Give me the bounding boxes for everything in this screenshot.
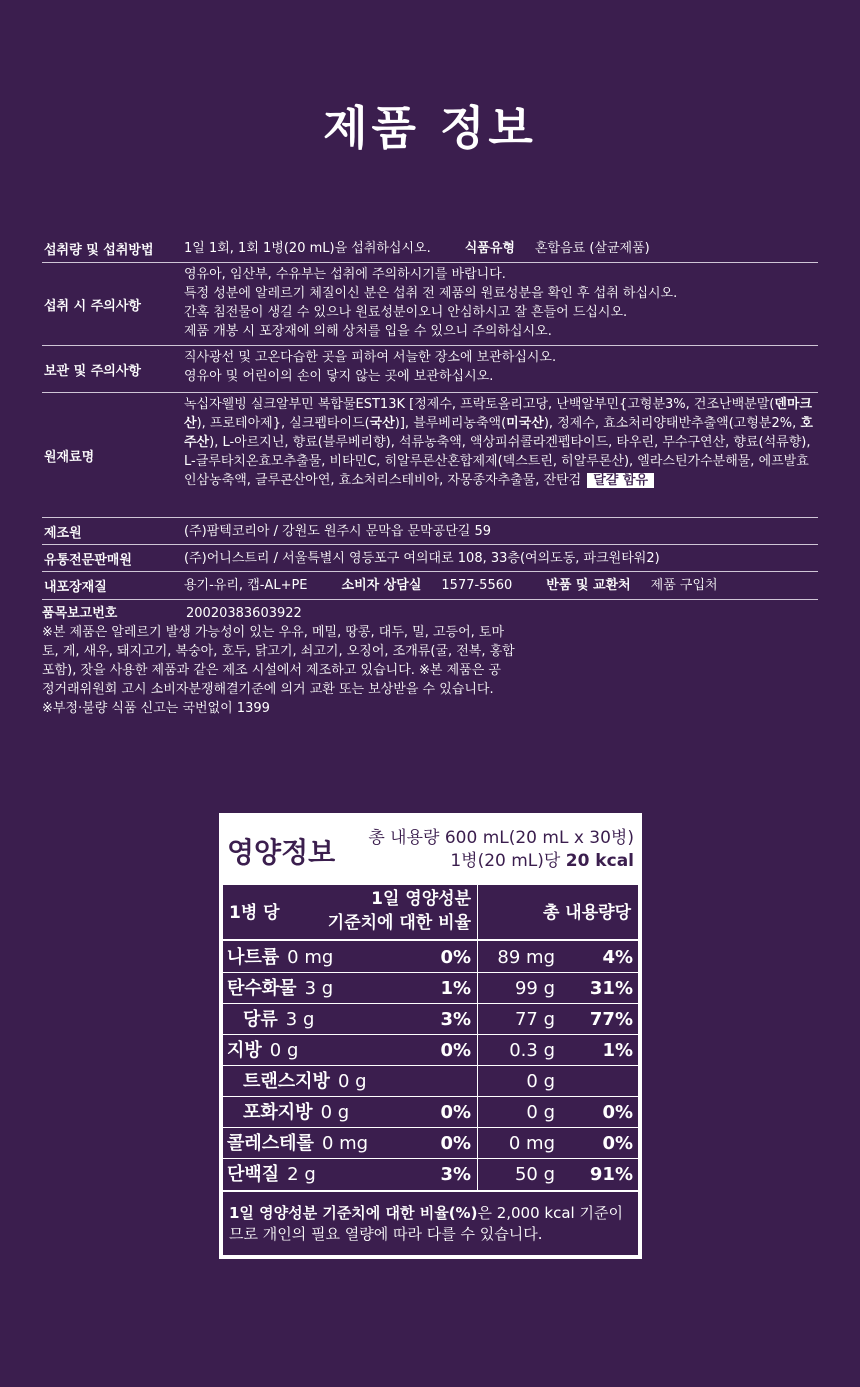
nutrient-percent	[383, 1065, 471, 1098]
origin-australia: 호주산	[184, 416, 813, 450]
consumer-label: 소비자 상담실	[341, 578, 422, 593]
nutrition-facts-panel	[219, 813, 642, 1259]
nutrient-name: 콜레스테롤	[227, 1133, 314, 1154]
head-ratio	[299, 887, 471, 935]
nutrient-percent: 0%	[440, 1040, 471, 1061]
caution-line: 간혹 침전물이 생길 수 있으나 원료성분이오니 안심하시고 잘 흔들어 드십시오.	[184, 305, 628, 320]
origin-usa: 미국산	[506, 416, 544, 431]
ingredients-part: ), 프로테아제}, 실크펩타이드(	[196, 416, 370, 431]
ingredients-part: )], 블루베리농축액(	[394, 416, 507, 431]
intake-row	[42, 235, 818, 263]
caution-line: 특정 성분에 알레르기 체질이신 분은 섭취 전 제품의 원료성분을 확인 후 섭취 하십시오.	[184, 286, 678, 301]
nutrient-total-percent: 0%	[602, 1133, 633, 1154]
footnote-rest: 은 2,000 kcal 기준이므로 개인의 필요 열량에 따라 다를 수 있습니다.	[229, 1204, 623, 1243]
food-type-value: 혼합음료 (살균제품)	[534, 241, 650, 256]
product-info-table	[42, 235, 818, 600]
nutrient-percent: 0%	[440, 947, 471, 968]
intake-label: 섭취량 및 섭취방법	[44, 243, 154, 258]
seller-label: 유통전문판매원	[44, 552, 132, 568]
nutrient-percent: 3%	[440, 1164, 471, 1185]
nutrient-total: 50 g	[514, 1164, 555, 1185]
nutrient-amount: 3 g	[304, 978, 334, 999]
nutrition-footnote	[229, 1203, 633, 1245]
nutrient-amount: 2 g	[287, 1164, 316, 1185]
nutrient-row	[227, 1158, 316, 1191]
head-ratio-line: 기준치에 대한 비율	[327, 913, 471, 933]
nutrition-total	[368, 827, 634, 873]
caution-label: 섭취 시 주의사항	[44, 298, 141, 314]
nutrient-total-percent: 91%	[589, 1164, 633, 1185]
ingredients-part: ), 정제수, 효소처리양태반추출액(고형분2%,	[543, 416, 801, 431]
intake-value: 1일 1회, 1회 1병(20 mL)을 섭취하십시오.	[184, 241, 431, 256]
nutrient-name: 포화지방	[243, 1102, 313, 1123]
nutrient-name: 당류	[243, 1009, 278, 1030]
nutrient-amount: 0 g	[269, 1040, 299, 1061]
origin-denmark: 덴마크산	[184, 397, 813, 431]
nutrient-amount: 0 mg	[287, 947, 334, 968]
nutrient-total: 77 g	[514, 1009, 555, 1030]
material-row	[42, 572, 818, 600]
maker-label: 제조원	[44, 525, 82, 541]
allergen-badge: 달걀 함유	[587, 473, 654, 488]
maker-row	[42, 518, 818, 545]
notice-line: ※본 제품은 알레르기 발생 가능성이 있는 우유, 메밀, 땅콩, 대두, 밀, 고등어, 토마	[42, 625, 505, 640]
nutrient-row	[243, 1096, 349, 1129]
nutrient-percent: 0%	[440, 1133, 471, 1154]
nutrient-percent: 3%	[440, 1009, 471, 1030]
nutrient-name: 탄수화물	[227, 978, 297, 999]
nutrient-total-percent: 1%	[602, 1040, 633, 1061]
head-ratio-line: 1일 영양성분	[371, 889, 471, 909]
storage-line: 직사광선 및 고온다습한 곳을 피하여 서늘한 장소에 보관하십시오.	[184, 350, 557, 365]
food-type-label: 식품유형	[464, 241, 515, 256]
nutrient-total-percent	[561, 1065, 633, 1098]
nutrition-table	[223, 885, 638, 1255]
caution-line: 영유아, 임산부, 수유부는 섭취에 주의하시기를 바랍니다.	[184, 267, 506, 282]
ingredients-part: ), L-아르지닌, 향료(블루베리향), 석류농축액, 액상피쉬콜라겐펩타이드, 타우린, 무수구연산, 향료(석류향), L-글루타치온효모추출물, 비타민C, 히알루론산혼합제제(덱스트린, 히알루론산), 엘라스틴가수분해물, 에프발효인삼농축액, 글루콘산아연, 효소처리스테비아, 자몽종자추출물, 잔탄검	[184, 435, 811, 488]
nutrient-row	[243, 1065, 367, 1098]
nutrient-total: 0.3 g	[509, 1040, 555, 1061]
nutrient-row	[227, 1127, 368, 1160]
nutrient-amount: 0 g	[320, 1102, 350, 1123]
nutrient-total: 99 g	[514, 978, 555, 999]
nutrient-percent: 0%	[440, 1102, 471, 1123]
head-per: 1병 당	[229, 903, 280, 923]
material-value: 용기-유리, 캡-AL+PE	[184, 578, 308, 593]
exchange-value: 제품 구입처	[650, 578, 718, 593]
nutrient-name: 나트륨	[227, 947, 280, 968]
page-title: 제품 정보	[323, 101, 537, 155]
exchange-label: 반품 및 교환처	[546, 578, 631, 593]
nutrient-total: 0 g	[526, 1102, 555, 1123]
report-value: 20020383603922	[186, 606, 302, 621]
storage-label: 보관 및 주의사항	[44, 363, 141, 379]
nutrient-name: 지방	[227, 1040, 262, 1061]
footnote-bold: 1일 영양성분 기준치에 대한 비율(%)	[229, 1204, 478, 1222]
nutrient-amount: 3 g	[285, 1009, 315, 1030]
per-bottle: 1병(20 mL)당	[450, 851, 566, 871]
maker-value: (주)팜텍코리아 / 강원도 원주시 문막읍 문막공단길 59	[184, 523, 492, 539]
notice-line: 토, 게, 새우, 돼지고기, 복숭아, 호두, 닭고기, 쇠고기, 오징어, 조개류(굴, 전복, 홍합	[42, 644, 515, 659]
nutrient-total: 0 mg	[508, 1133, 555, 1154]
nutrition-title: 영양정보	[227, 836, 336, 869]
notice-line: ※부정·불량 식품 신고는 국번없이 1399	[42, 701, 270, 716]
storage-row	[42, 346, 818, 393]
notes-section	[42, 604, 542, 718]
nutrient-row	[227, 972, 333, 1005]
seller-row	[42, 545, 818, 572]
head-total: 총 내용량당	[542, 903, 631, 923]
nutrient-row	[227, 941, 333, 974]
nutrient-amount: 0 mg	[321, 1133, 369, 1154]
kcal-value: 20 kcal	[565, 851, 634, 871]
nutrient-total-percent: 31%	[589, 978, 633, 999]
material-label: 내포장재질	[44, 580, 107, 595]
caution-line: 제품 개봉 시 포장재에 의해 상처를 입을 수 있으니 주의하십시오.	[184, 324, 552, 339]
nutrient-row	[243, 1003, 314, 1036]
ingredients-label: 원재료명	[44, 449, 95, 465]
ingredients-text	[184, 393, 818, 517]
consumer-value: 1577-5560	[441, 578, 513, 593]
nutrient-amount: 0 g	[337, 1071, 367, 1092]
nutrition-header	[219, 813, 642, 885]
total-volume: 총 내용량 600 mL(20 mL x 30병)	[368, 828, 634, 848]
ingredients-part: 녹십자웰빙 실크알부민 복합물EST13K [정제수, 프락토올리고당, 난백알부민{고형분3%, 건조난백분말(	[184, 397, 775, 412]
nutrient-percent: 1%	[440, 978, 471, 999]
nutrient-name: 단백질	[227, 1164, 280, 1185]
nutrient-name: 트랜스지방	[243, 1071, 330, 1092]
nutrient-total: 0 g	[526, 1071, 555, 1092]
seller-value: (주)어니스트리 / 서울특별시 영등포구 여의대로 108, 33층(여의도동, 파크원타워2)	[184, 550, 660, 566]
nutrient-total-percent: 77%	[589, 1009, 633, 1030]
ingredients-row	[42, 393, 818, 518]
notice-line: 포함), 잣을 사용한 제품과 같은 제조 시설에서 제조하고 있습니다. ※본 제품은 공	[42, 663, 501, 678]
nutrient-total-percent: 0%	[602, 1102, 633, 1123]
nutrient-total: 89 mg	[497, 947, 555, 968]
caution-row	[42, 263, 818, 346]
notice-line: 정거래위원회 고시 소비자분쟁해결기준에 의거 교환 또는 보상받을 수 있습니다.	[42, 682, 494, 697]
storage-line: 영유아 및 어린이의 손이 닿지 않는 곳에 보관하십시오.	[184, 369, 494, 384]
nutrient-total-percent: 4%	[602, 947, 633, 968]
origin-korea: 국산	[369, 416, 395, 431]
nutrient-row	[227, 1034, 298, 1067]
report-label: 품목보고번호	[42, 606, 118, 621]
